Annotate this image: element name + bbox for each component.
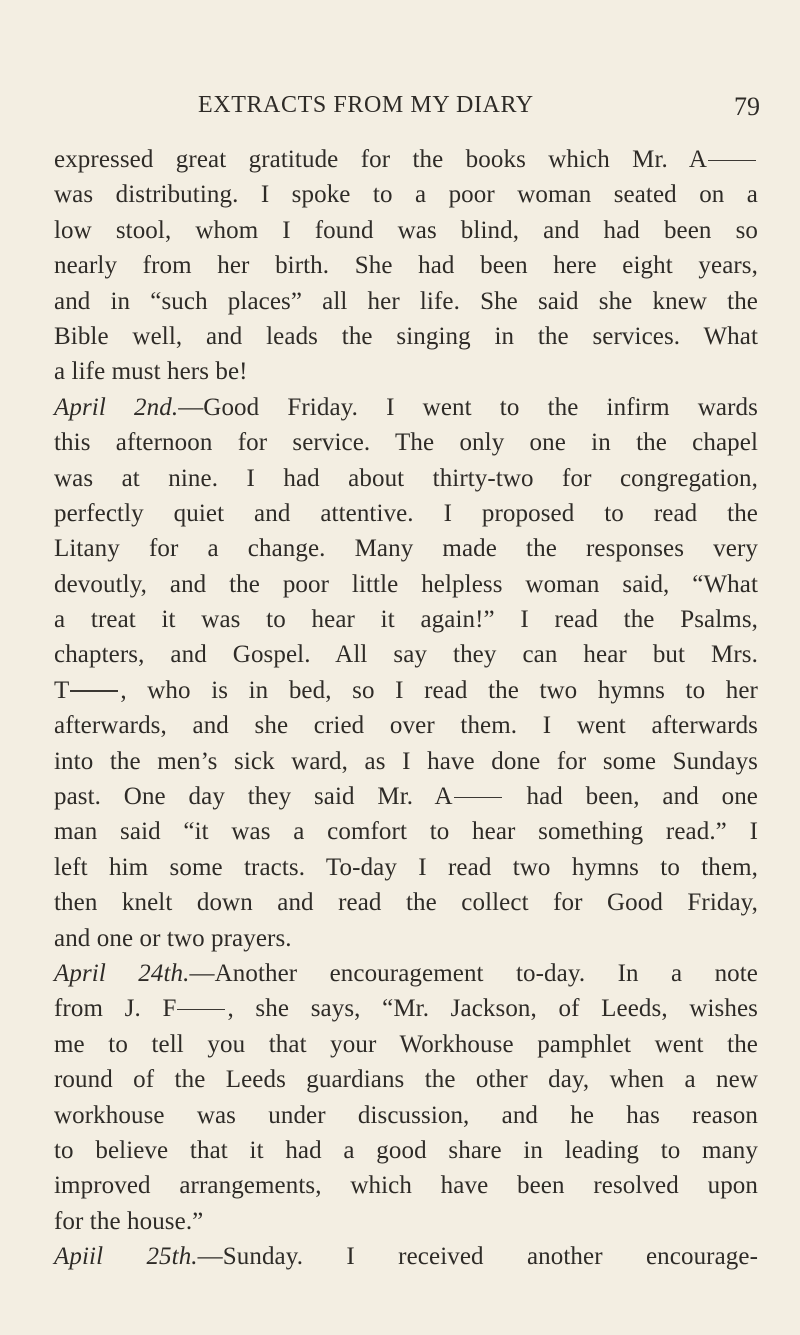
- text-line: devoutly, and the poor little helpless woman said, “What: [54, 570, 758, 598]
- text-line: workhouse was under discussion, and he has reason: [54, 1101, 758, 1129]
- text-line: round of the Leeds guardians the other day, when a new: [54, 1066, 758, 1094]
- running-head: [0, 92, 800, 132]
- text-line: this afternoon for service. The only one in the chapel: [54, 429, 758, 457]
- text-line: T , who is in bed, so I read the two hymns to her: [54, 676, 758, 704]
- entry-date: Apiil 25th.: [54, 1243, 198, 1271]
- text-line: and in “such places” all her life. She said she knew the: [54, 287, 758, 315]
- text-line: Litany for a change. Many made the responses very: [54, 535, 758, 563]
- text-line: from J. F , she says, “Mr. Jackson, of Leeds, wishes: [54, 995, 758, 1023]
- name-dash: [70, 690, 118, 691]
- text-line: a life must hers be!: [54, 358, 248, 386]
- text-line: nearly from her birth. She had been here eight years,: [54, 252, 758, 280]
- text-line: a treat it was to hear it again!” I read the Psalms,: [54, 606, 758, 634]
- text-line: into the men’s sick ward, as I have done for some Sundays: [54, 747, 758, 775]
- text-line: afterwards, and she cried over them. I went afterwards: [54, 712, 758, 740]
- text-line: low stool, whom I found was blind, and had been so: [54, 216, 758, 244]
- text-line: chapters, and Gospel. All say they can hear but Mrs.: [54, 641, 758, 669]
- text-line: was at nine. I had about thirty-two for congregation,: [54, 464, 758, 492]
- text-line: Bible well, and leads the singing in the services. What: [54, 322, 758, 350]
- diary-entry-line: April 2nd.—Good Friday. I went to the infirm wards: [54, 393, 758, 421]
- entry-date: April 2nd.: [54, 393, 179, 421]
- diary-entry-line: April 24th.—Another encouragement to-day. In a note: [54, 959, 759, 987]
- text-line: perfectly quiet and attentive. I proposed to read the: [54, 499, 758, 527]
- text-line: improved arrangements, which have been resolved upon: [54, 1172, 758, 1200]
- text-line: man said “it was a comfort to hear something read.” I: [54, 818, 758, 846]
- text-line: expressed great gratitude for the books which Mr. A: [54, 142, 758, 177]
- diary-entry-line: Apiil 25th.—Sunday. I received another encourage-: [54, 1243, 759, 1271]
- text-line: and one or two prayers.: [54, 924, 292, 952]
- body-text: [54, 142, 758, 1275]
- name-dash: [177, 1009, 225, 1010]
- text-line: was distributing. I spoke to a poor woman seated on a: [54, 181, 758, 209]
- text-line: to believe that it had a good share in leading to many: [54, 1136, 758, 1164]
- name-dash: [708, 160, 756, 161]
- text-line: me to tell you that your Workhouse pamphlet went the: [54, 1030, 758, 1058]
- entry-date: April 24th.: [54, 959, 190, 987]
- text-line: left him some tracts. To-day I read two hymns to them,: [54, 853, 758, 881]
- running-title: EXTRACTS FROM MY DIARY: [198, 92, 534, 118]
- name-dash: [454, 797, 502, 798]
- text-line: for the house.”: [54, 1207, 204, 1235]
- text-line: past. One day they said Mr. A had been, and one: [54, 783, 758, 811]
- page-number: 79: [734, 92, 760, 121]
- text-line: then knelt down and read the collect for Good Friday,: [54, 889, 758, 917]
